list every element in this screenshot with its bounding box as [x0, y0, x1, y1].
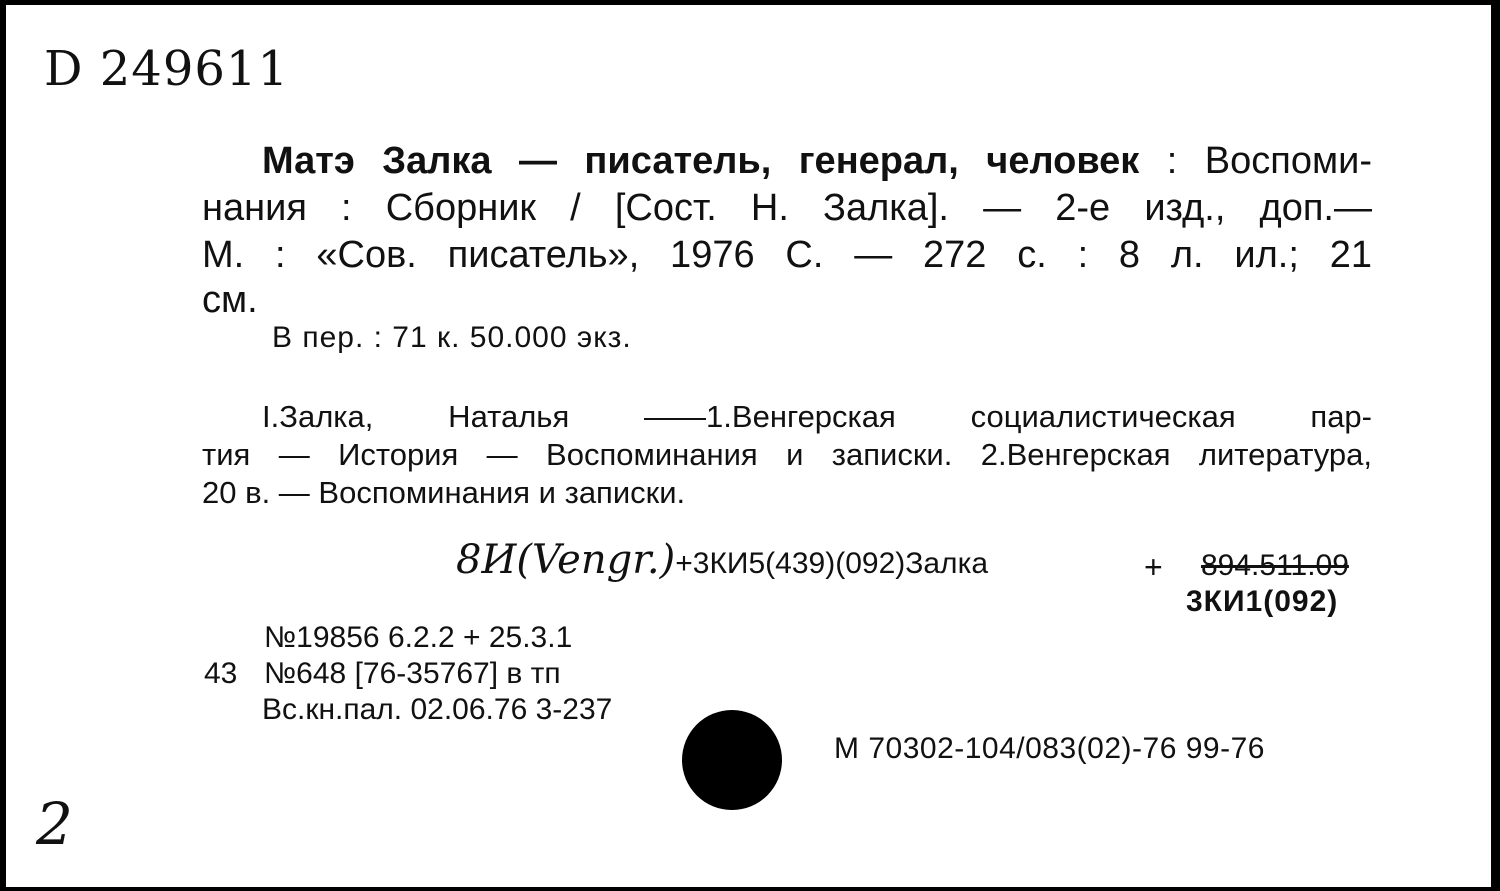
register-line-2-num: 43: [204, 657, 238, 690]
entry-line-4: см.: [202, 279, 258, 321]
class-suffix: (092)Залка: [835, 547, 989, 580]
register-line-3: Вс.кн.пал. 02.06.76 3-237: [262, 693, 613, 726]
entry-line-1: [202, 140, 1372, 183]
subject-line-3: 20 в. — Воспоминания и записки.: [202, 475, 686, 510]
handwritten-class-note: 8И(Vengr.): [456, 537, 676, 583]
handwritten-number: 2: [36, 790, 73, 858]
subject-line-2: тия — История — Воспоминания и записки. 2.Венгерская литература,: [202, 437, 1372, 472]
register-line-2: №648 [76-35767] в тп: [264, 657, 561, 690]
entry-title: Матэ Залка — писатель, генерал, человек: [262, 140, 1140, 182]
register-line-1: №19856 6.2.2 + 25.3.1: [264, 621, 573, 654]
series-code: М 70302-104/083(02)-76 99-76: [834, 732, 1265, 765]
entry-line1-rest: : Воспоми-: [1166, 140, 1372, 182]
struck-class-code: 894.511.09: [1201, 549, 1349, 582]
entry-line-3: М. : «Сов. писатель», 1976 С. — 272 с. : 8 л. ил.; 21: [202, 234, 1372, 276]
class-plus: +: [1144, 549, 1163, 585]
subject-line-1: I.Залка, Наталья ——1.Венгерская социалистическая пар-: [262, 399, 1372, 434]
classification-line: [456, 537, 988, 583]
call-number: D 249611: [44, 41, 289, 97]
entry-line-2: нания : Сборник / [Сост. Н. Залка]. — 2-е изд., доп.—: [202, 187, 1372, 229]
replacement-class-code: 3КИ1(092): [1186, 585, 1339, 618]
price-line: В пер. : 71 к. 50.000 экз.: [272, 321, 632, 354]
class-main-code: +3КИ5(439): [675, 547, 836, 580]
punch-hole: [682, 710, 782, 810]
